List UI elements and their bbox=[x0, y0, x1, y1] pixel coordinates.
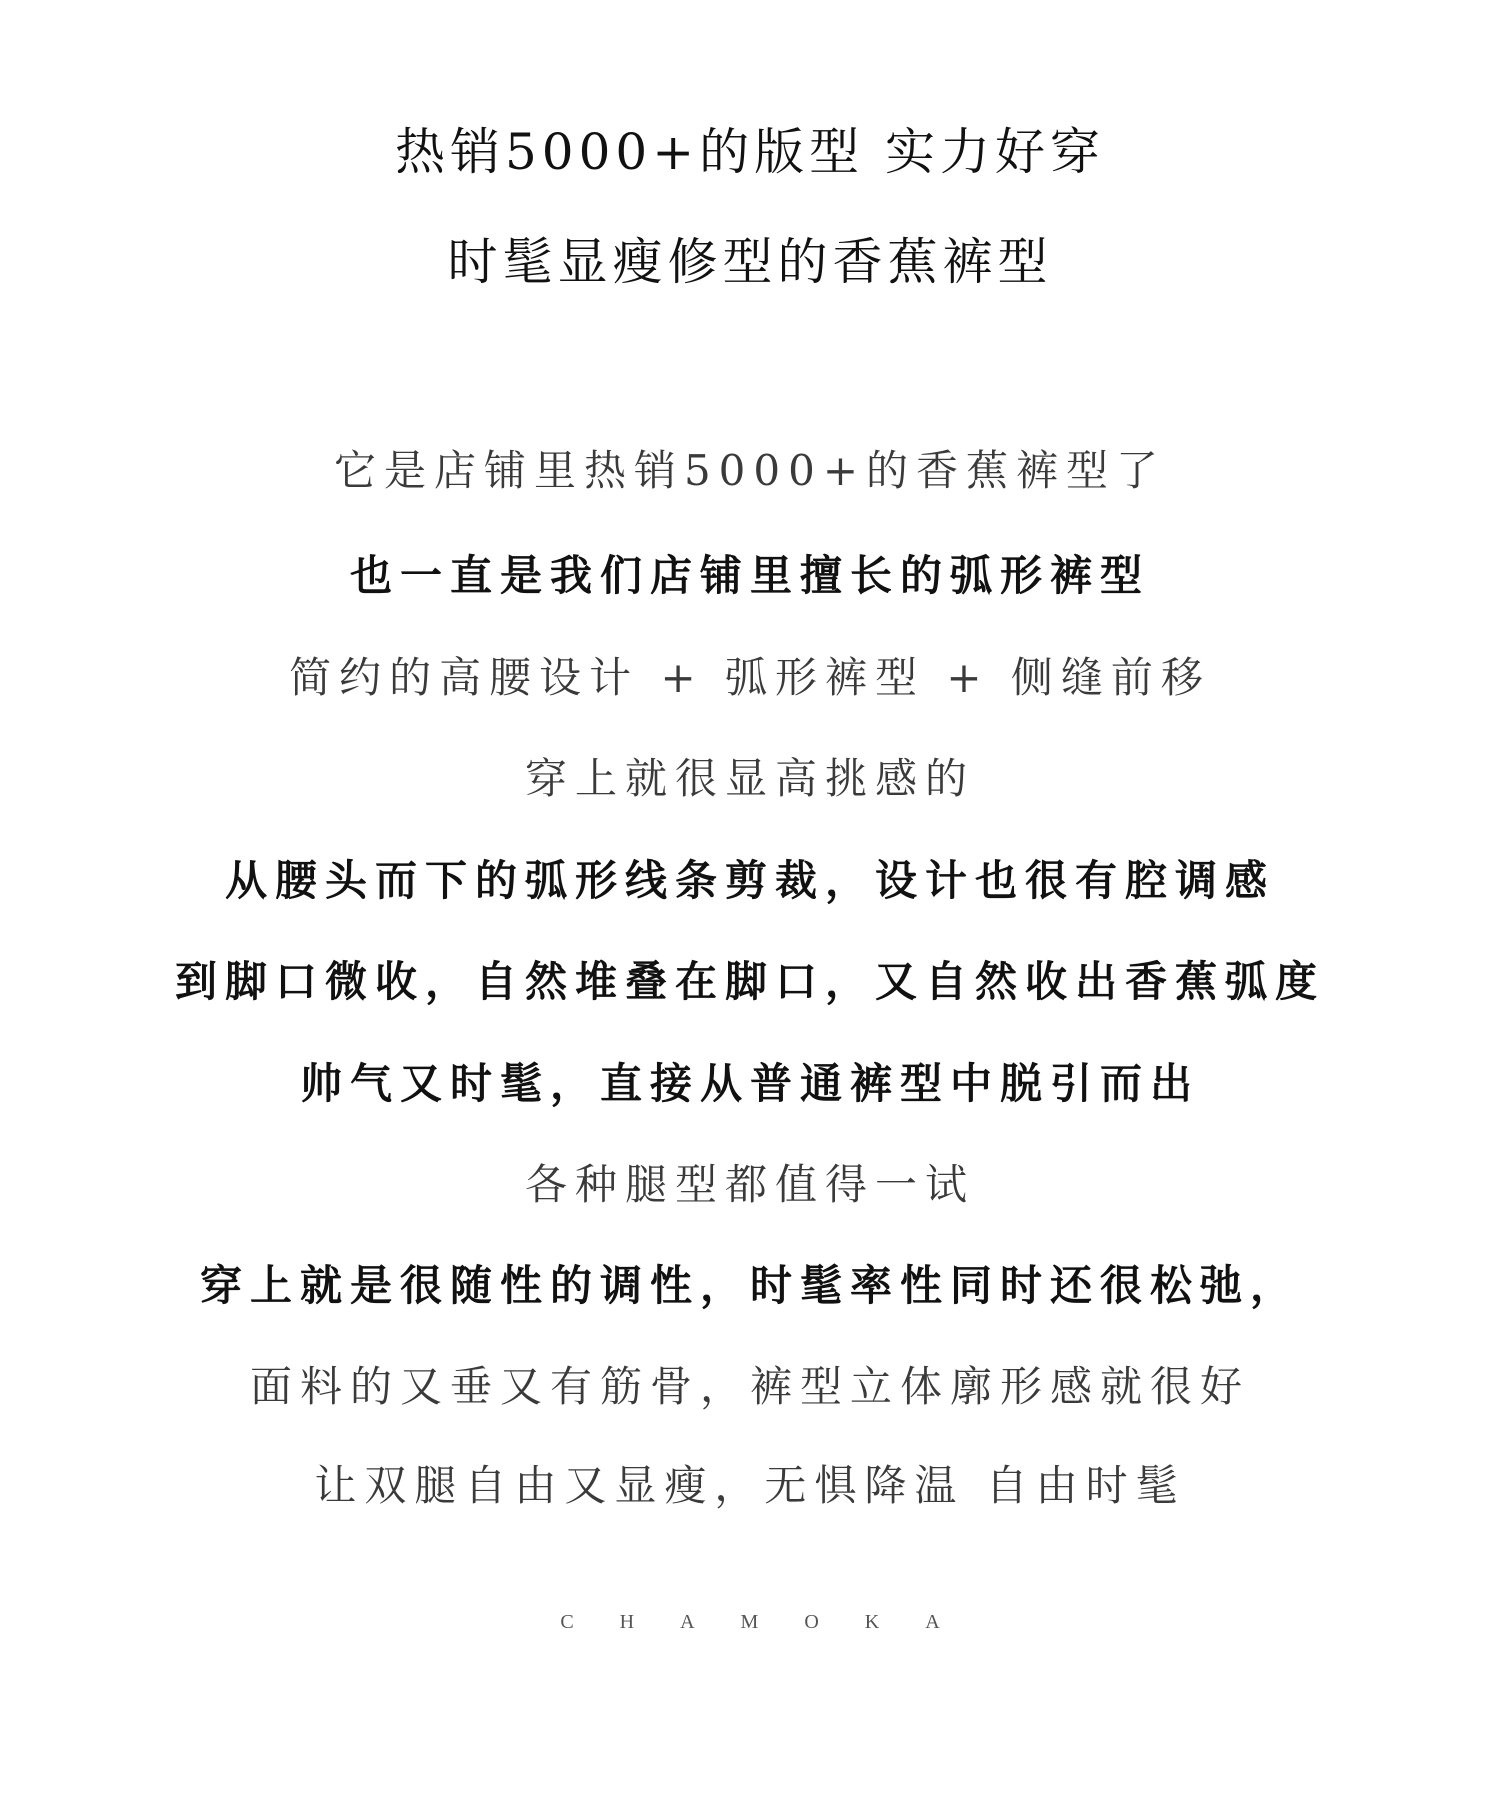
body-line-7: 帅气又时髦，直接从普通裤型中脱引而出 bbox=[299, 1059, 1200, 1108]
body-line-8: 各种腿型都值得一试 bbox=[524, 1160, 975, 1209]
body-line-6: 到脚口微收，自然堆叠在脚口，又自然收出香蕉弧度 bbox=[174, 957, 1325, 1006]
brand-wordmark: CHAMOKA bbox=[560, 1611, 986, 1633]
body-line-5: 从腰头而下的弧形线条剪裁，设计也很有腔调感 bbox=[224, 856, 1275, 905]
body-line-3: 简约的高腰设计 + 弧形裤型 + 侧缝前移 bbox=[289, 653, 1211, 702]
body-line-1: 它是店铺里热销5000+的香蕉裤型了 bbox=[333, 446, 1167, 495]
body-line-11: 让双腿自由又显瘦，无惧降温 自由时髦 bbox=[314, 1461, 1186, 1510]
body-line-10: 面料的又垂又有筋骨，裤型立体廓形感就很好 bbox=[249, 1362, 1250, 1411]
body-line-2: 也一直是我们店铺里擅长的弧形裤型 bbox=[349, 551, 1150, 600]
body-line-4: 穿上就很显高挑感的 bbox=[524, 754, 975, 803]
headline-line-1: 热销5000+的版型 实力好穿 bbox=[394, 123, 1106, 181]
headline-line-2: 时髦显瘦修型的香蕉裤型 bbox=[447, 233, 1053, 291]
body-line-9: 穿上就是很随性的调性，时髦率性同时还很松弛， bbox=[199, 1261, 1300, 1310]
